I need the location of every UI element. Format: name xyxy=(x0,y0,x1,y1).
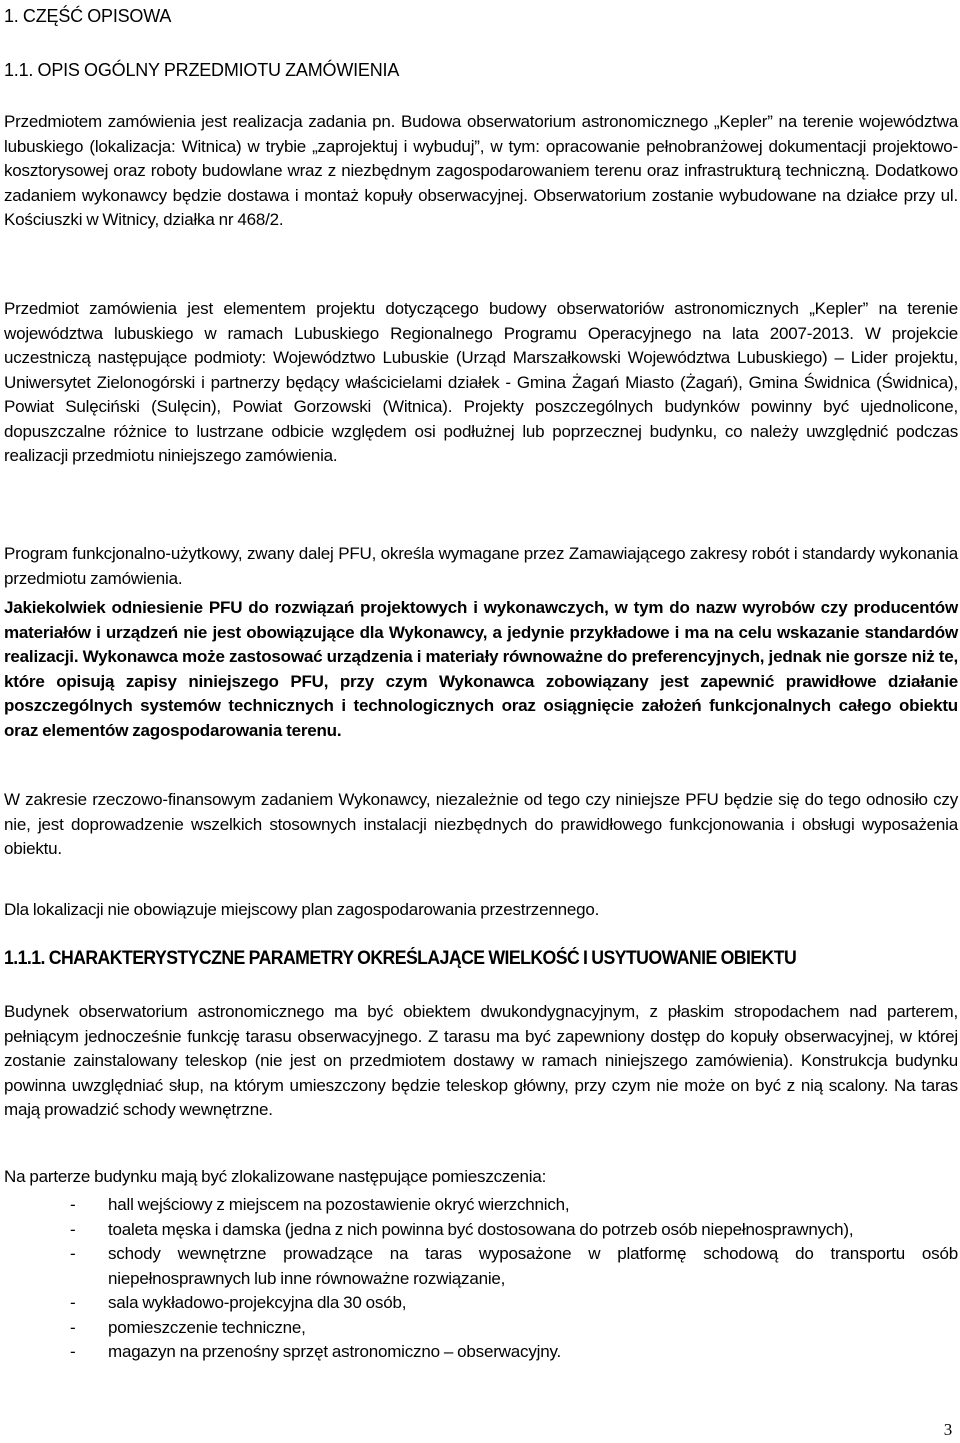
list-item xyxy=(4,1340,958,1365)
paragraph-scope: W zakresie rzeczowo-finansowym zadaniem Wykonawcy, niezależnie od tego czy niniejsze PFU będzie się do tego odnosiło czy nie, jest doprowadzenie wszelkich stosownych instalacji niezbędnych do prawidłowego funkcjonowania i obsługi wyposażenia obiektu. xyxy=(4,790,958,858)
list-item xyxy=(4,1291,958,1316)
list-dash: - xyxy=(70,1195,76,1214)
list-item-text: schody wewnętrzne prowadzące na taras wyposażone w platformę schodową do transportu osób niepełnosprawnych lub inne równoważne rozwiązanie, xyxy=(108,1244,958,1288)
list-item xyxy=(4,1242,958,1291)
section-heading: 1. CZĘŚĆ OPISOWA xyxy=(4,6,172,26)
paragraph-building: Budynek obserwatorium astronomicznego ma być obiektem dwukondygnacyjnym, z płaskim stropodachem nad parterem, pełniącym jednocześnie funkcję tarasu obserwacyjnego. Z tarasu ma być zapewniony dostęp do kopuły obserwacyjnej, w której zostanie zainstalowany teleskop (nie jest on przedmiotem dostawy w ramach niniejszego zamówienia). Konstrukcja budynku powinna uwzględniać słup, na którym umieszczony będzie teleskop główny, przy czym nie może on być z nią scalony. Na taras mają prowadzić schody wewnętrzne. xyxy=(4,1002,958,1119)
paragraph-rooms-intro: Na parterze budynku mają być zlokalizowane następujące pomieszczenia: xyxy=(4,1167,547,1186)
subsubsection-heading: 1.1.1. CHARAKTERYSTYCZNE PARAMETRY OKREŚLAJĄCE WIELKOŚĆ I USYTUOWANIE OBIEKTU xyxy=(4,948,797,969)
paragraph-equivalence: Jakiekolwiek odniesienie PFU do rozwiązań projektowych i wykonawczych, w tym do nazw wyrobów czy producentów materiałów i urządzeń nie jest obowiązujące dla Wykonawcy, a jedynie przykładowe i ma na celu wskazanie standardów realizacji. Wykonawca może zastosować urządzenia i materiały równoważne do preferencyjnych, jednak nie gorsze niż te, które opisują zapisy niniejszego PFU, przy czym Wykonawca zobowiązany jest zapewnić prawidłowe działanie poszczególnych systemów technicznych i technologicznych oraz osiągnięcie założeń funkcjonalnych całego obiektu oraz elementów zagospodarowania terenu. xyxy=(4,598,958,740)
list-item-text: magazyn na przenośny sprzęt astronomiczno – obserwacyjny. xyxy=(108,1342,562,1361)
list-item-text: hall wejściowy z miejscem na pozostawienie okryć wierzchnich, xyxy=(108,1195,570,1214)
list-item xyxy=(4,1218,958,1243)
subsection-heading: 1.1. OPIS OGÓLNY PRZEDMIOTU ZAMÓWIENIA xyxy=(4,60,400,80)
list-item-text: sala wykładowo-projekcyjna dla 30 osób, xyxy=(108,1293,407,1312)
paragraph-project: Przedmiot zamówienia jest elementem projektu dotyczącego budowy obserwatoriów astronomicznych „Kepler” na terenie województwa lubuskiego w ramach Lubuskiego Regionalnego Programu Operacyjnego na lata 2007-2013. W projekcie uczestniczą następujące podmioty: Województwo Lubuskie (Urząd Marszałkowski Województwa Lubuskiego) – Lider projektu, Uniwersytet Zielonogórski i partnerzy będący właścicielami działek - Gmina Żagań Miasto (Żagań), Gmina Świdnica (Świdnica), Powiat Sulęciński (Sulęcin), Powiat Gorzowski (Witnica). Projekty poszczególnych budynków powinny być ujednolicone, dopuszczalne różnice to lustrzane odbicie względem osi podłużnej lub poprzecznej budynku, co należy uwzględnić podczas realizacji przedmiotu niniejszego zamówienia. xyxy=(4,299,958,465)
paragraph-intro: Przedmiotem zamówienia jest realizacja zadania pn. Budowa obserwatorium astronomicznego „Kepler” na terenie województwa lubuskiego (lokalizacja: Witnica) w trybie „zaprojektuj i wybuduj”, w tym: opracowanie pełnobranżowej dokumentacji projektowo-kosztorysowej oraz roboty budowlane wraz z niezbędnym zagospodarowaniem terenu oraz infrastrukturą techniczną. Dodatkowo zadaniem wykonawcy będzie dostawa i montaż kopuły obserwacyjnej. Obserwatorium zostanie wybudowane na działce przy ul. Kościuszki w Witnicy, działka nr 468/2. xyxy=(4,112,958,229)
rooms-list xyxy=(4,1193,958,1365)
paragraph-pfu: Program funkcjonalno-użytkowy, zwany dalej PFU, określa wymagane przez Zamawiającego zakresy robót i standardy wykonania przedmiotu zamówienia. xyxy=(4,544,958,588)
list-dash: - xyxy=(70,1244,76,1263)
list-dash: - xyxy=(70,1342,76,1361)
list-item xyxy=(4,1193,958,1218)
list-dash: - xyxy=(70,1219,76,1239)
list-item xyxy=(4,1316,958,1341)
page-number: 3 xyxy=(943,1420,952,1439)
list-item-text: pomieszczenie techniczne, xyxy=(108,1317,306,1337)
list-item-text: toaleta męska i damska (jedna z nich powinna być dostosowana do potrzeb osób niepełnosprawnych), xyxy=(108,1219,854,1239)
list-dash: - xyxy=(70,1293,76,1312)
list-dash: - xyxy=(70,1317,76,1337)
paragraph-local-plan: Dla lokalizacji nie obowiązuje miejscowy plan zagospodarowania przestrzennego. xyxy=(4,900,600,919)
